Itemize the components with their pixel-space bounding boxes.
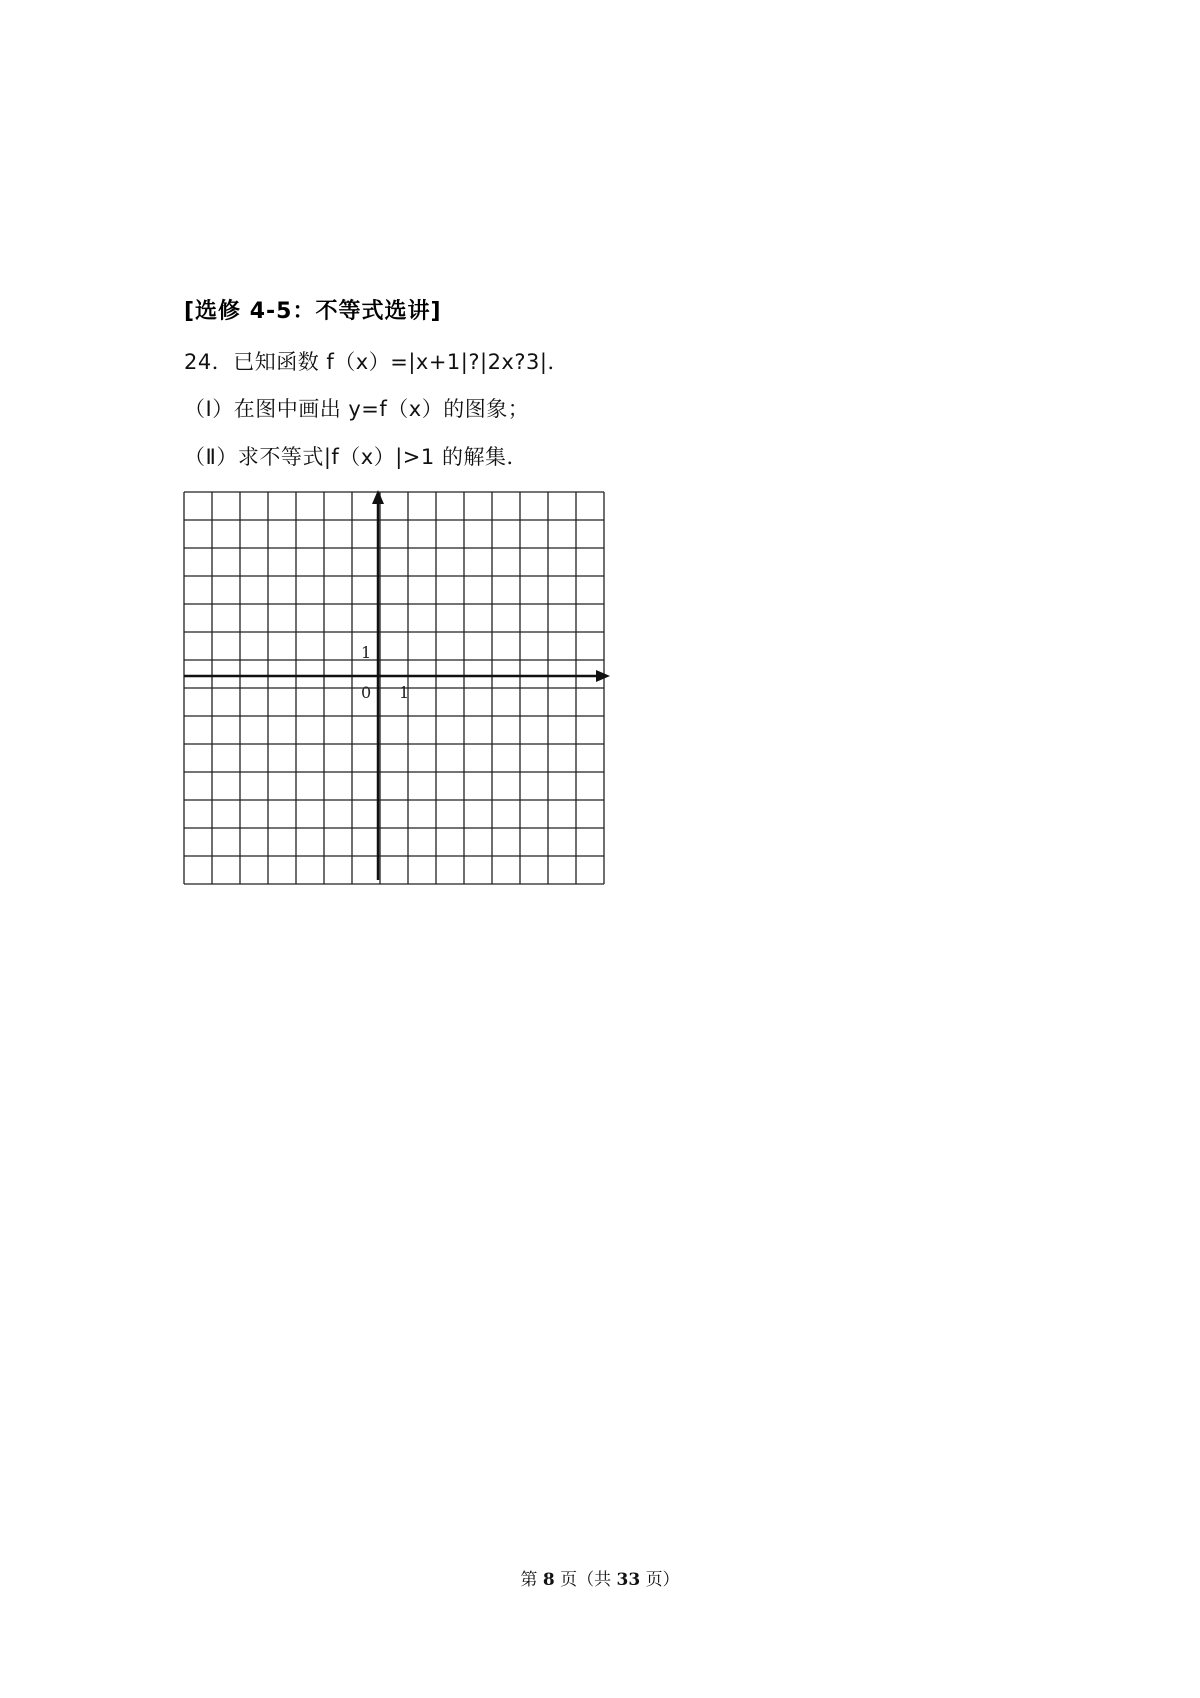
footer-page-number: 8 [542, 1570, 555, 1590]
footer-total-pages: 33 [616, 1570, 641, 1590]
problem-statement: 24．已知函数 f（x）=|x+1|?|2x?3|． [184, 350, 569, 374]
grid-lines [184, 492, 604, 884]
footer-mid: 页（共 [560, 1570, 612, 1590]
y-unit-label: 1 [361, 643, 372, 662]
coordinate-grid [180, 480, 612, 890]
x-axis-arrow [596, 670, 610, 682]
section-title: [选修 4-5：不等式选讲] [184, 299, 442, 324]
page-footer [0, 1565, 1200, 1590]
origin-label: 0 [361, 683, 372, 702]
footer-suffix: 页） [645, 1570, 680, 1590]
footer-prefix: 第 [520, 1570, 538, 1590]
x-unit-label: 1 [399, 683, 410, 702]
problem-part-1: （Ⅰ）在图中画出 y=f（x）的图象； [184, 397, 530, 421]
problem-part-2: （Ⅱ）求不等式|f（x）|>1 的解集． [184, 445, 528, 469]
coordinate-grid-figure [180, 480, 612, 890]
